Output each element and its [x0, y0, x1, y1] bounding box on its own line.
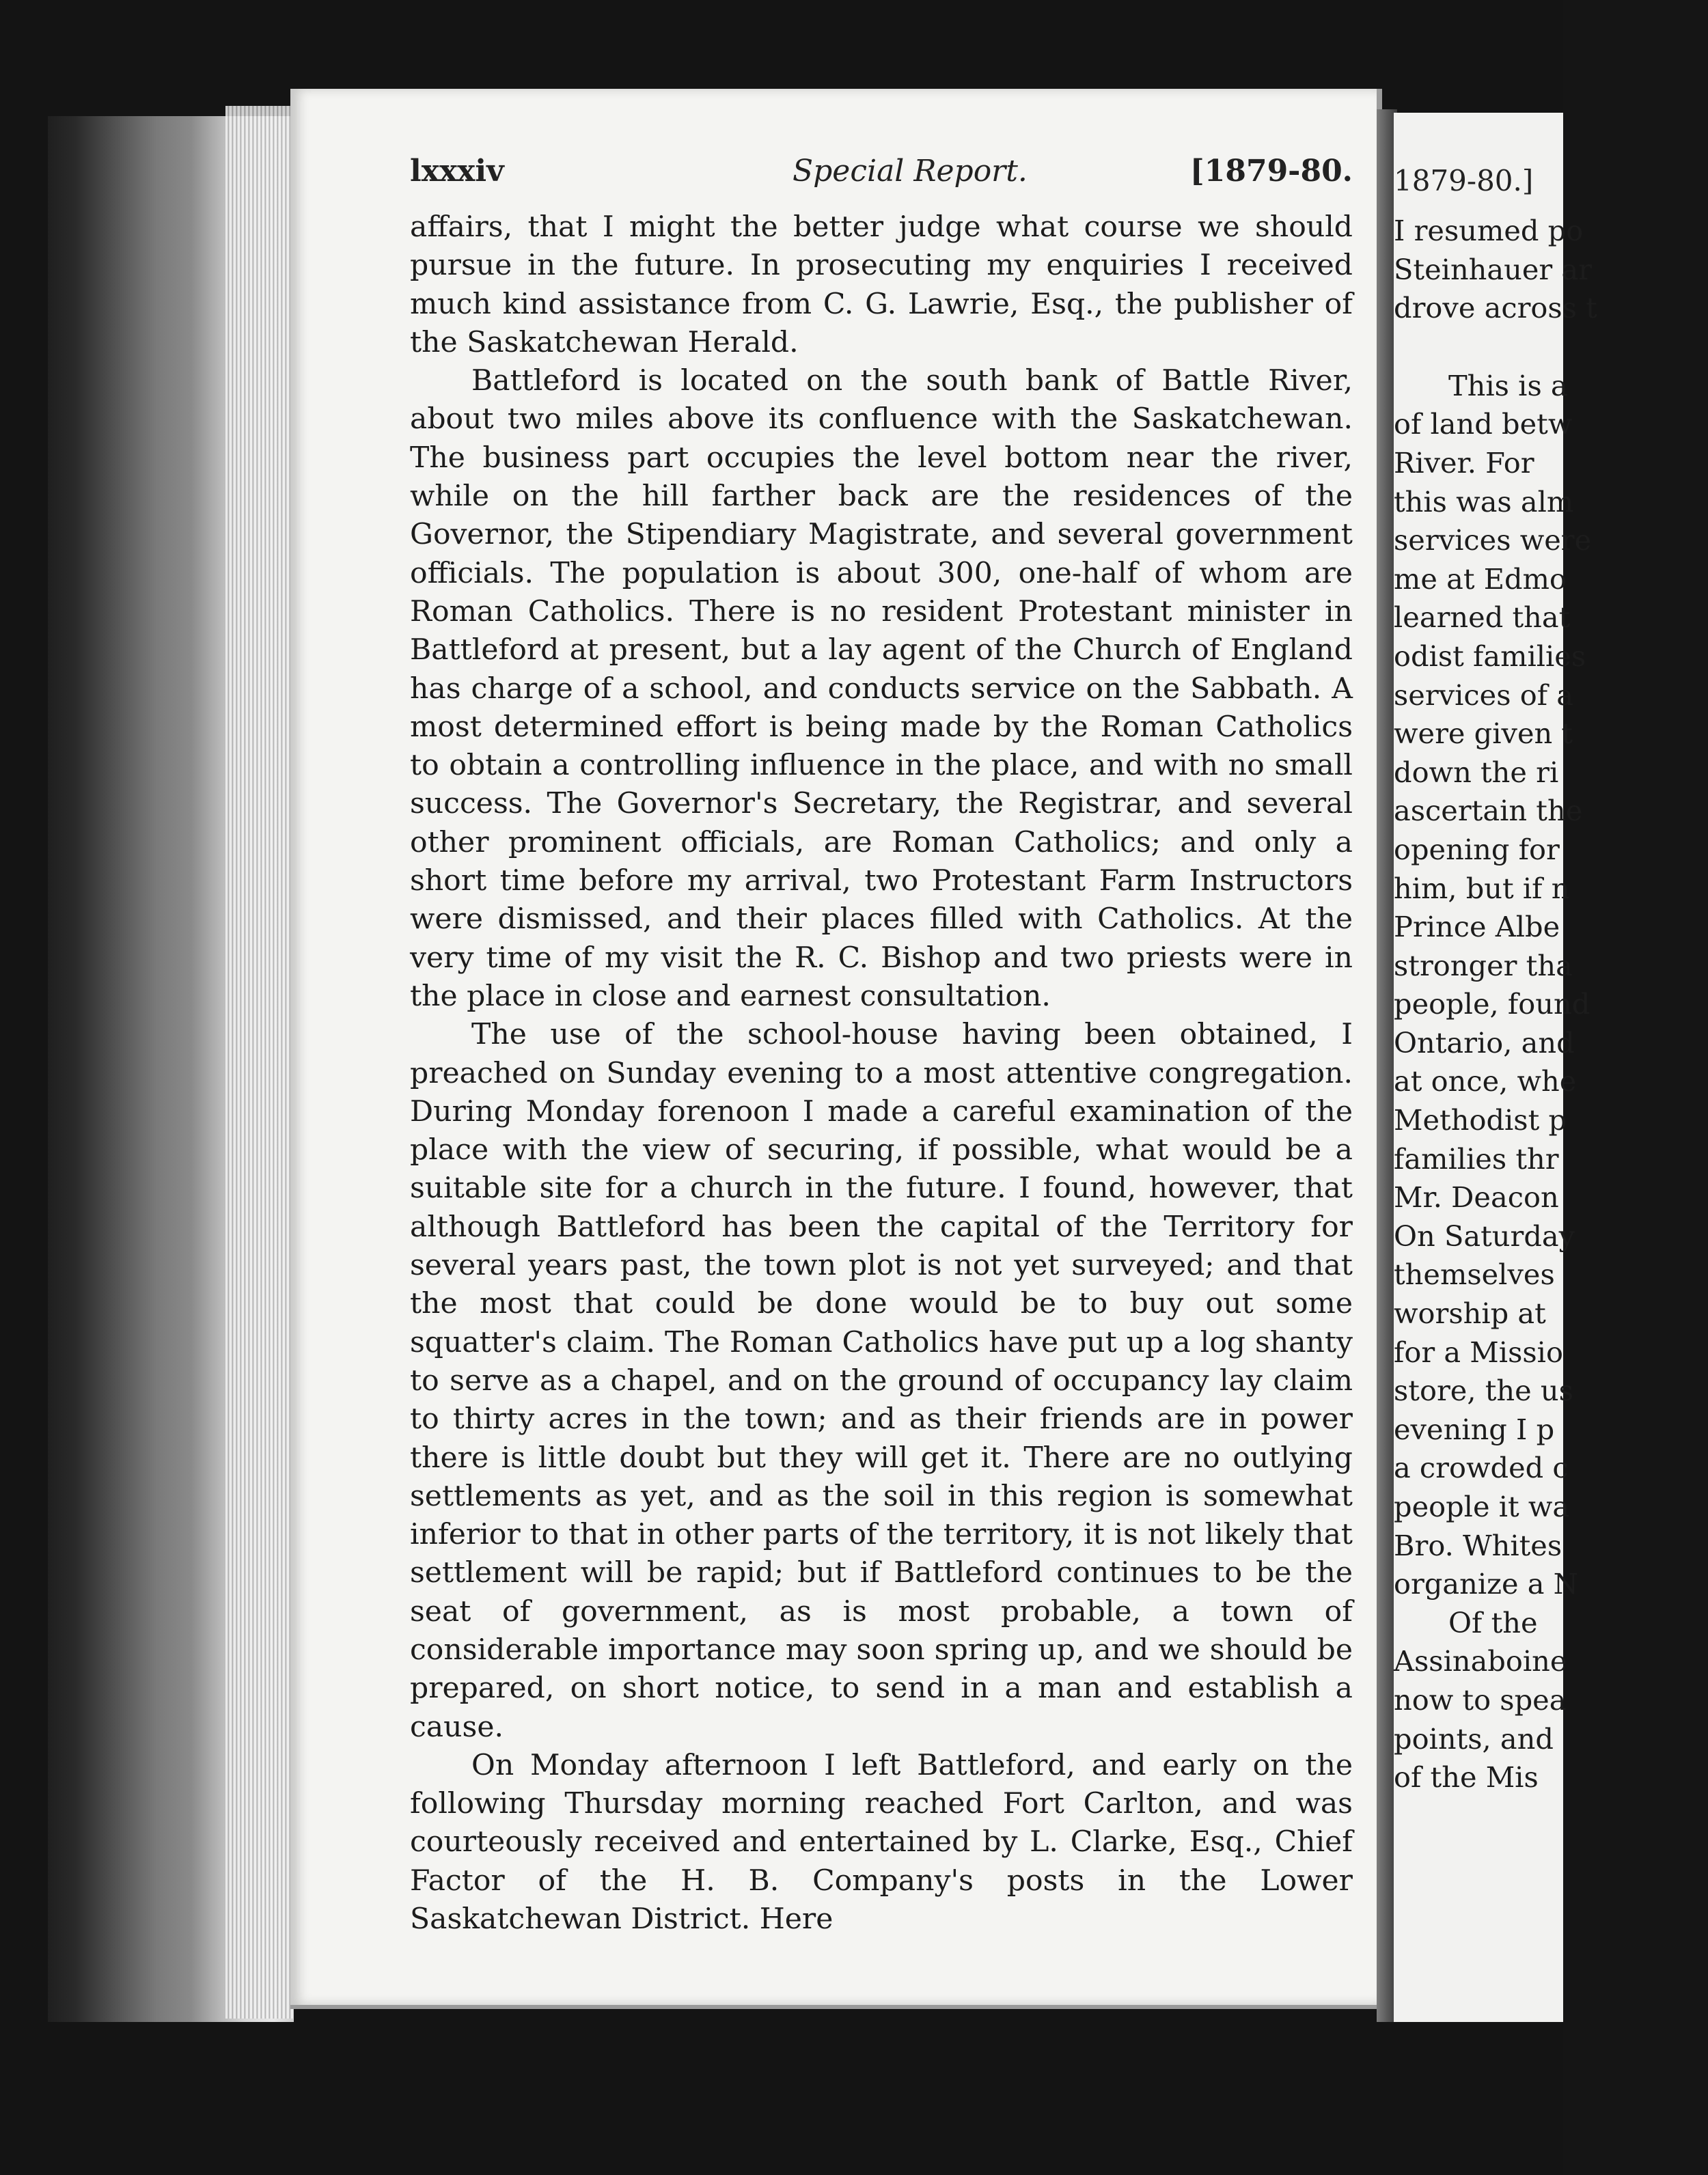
paragraph: Battleford is located on the south bank of Battle River, about two miles above its confluence with the Saskatchewan. The business part occupies the level bottom near the river, while on the hill farther back are the residences of the Governor, the Stipendiary Magistrate, and several government officials. The population is about 300, one-half of whom are Roman Catholics. There is no resident Protestant minister in Battleford at present, but a lay agent of the Church of England has charge of a school, and conducts service on the Sabbath. A most determined effort is being made by the Roman Catholics to obtain a controlling influence in the place, and with no small success. The Governor's Secretary, the Registrar, and several other prominent officials, are Roman Catholics; and only a short time before my arrival, two Protestant Farm Instructors were dismissed, and their places filled with Catholics. At the very time of my visit the R. C. Bishop and two priests were in the place in close and earnest consultation.: [410, 364, 1353, 1013]
right-page-line: [1394, 328, 1708, 367]
right-page-line: evening I p: [1394, 1412, 1555, 1446]
right-page-line: worship at: [1394, 1297, 1546, 1331]
paragraph: On Monday afternoon I left Battleford, and early on the following Thursday morning reached Fort Carlton, and was courteously received and entertained by L. Clarke, Esq., Chief Factor of the H. B. Company's posts in the Lower Saskatchewan District. Here: [410, 1748, 1353, 1937]
right-page-line: Bro. Whites: [1394, 1528, 1562, 1562]
right-page-line: Prince Albe: [1394, 910, 1560, 944]
right-page-line: stronger tha: [1394, 948, 1573, 982]
running-year: [1879-80.: [1189, 154, 1353, 189]
right-page-line: River. For: [1394, 445, 1534, 480]
right-page-line: Methodist p: [1394, 1103, 1567, 1137]
right-page-line: Of the: [1448, 1605, 1538, 1639]
right-page-line: ascertain the: [1394, 794, 1583, 828]
paragraph: affairs, that I might the better judge what course we should pursue in the future. In prosecuting my enquiries I received much kind assistance from C. G. Lawrie, Esq., the publisher of the Saskatchewan Herald.: [410, 210, 1353, 359]
right-page-line: families thr: [1394, 1141, 1559, 1176]
right-page-line: Assinaboine: [1394, 1644, 1567, 1678]
right-page-line: This is a: [1448, 368, 1568, 402]
right-page-line: store, the us: [1394, 1374, 1573, 1408]
paragraph: The use of the school-house having been obtained, I preached on Sunday evening to a most attentive congregation. During Monday forenoon I made a careful examination of the place with the view of securing, if possible, what would be a suitable site for a church in the future. I found, however, that although Battleford has been the capital of the Territory for several years past, the town plot is not yet surveyed; and that the most that could be done would be to buy out some squatter's claim. The Roman Catholics have put up a log shanty to serve as a chapel, and on the ground of occupancy lay claim to thirty acres in the town; and as their friends are in power there is little doubt but they will get it. There are no outlying settlements as yet, and as the soil in this region is somewhat inferior to that in other parts of the territory, it is not likely that settlement will be rapid; but if Battleford continues to be the seat of government, as is most probable, a town of considerable importance may soon spring up, and we should be prepared, on short notice, to send in a man and establish a cause.: [410, 1018, 1353, 1744]
right-page-line: Ontario, and: [1394, 1025, 1575, 1059]
right-page-content: [1394, 164, 1708, 1797]
right-page-line: were given t: [1394, 717, 1573, 751]
right-page-line: people, found: [1394, 987, 1590, 1021]
right-page-line: services were: [1394, 523, 1592, 557]
running-title: Special Report.: [793, 154, 1028, 189]
right-running-head: 1879-80.]: [1394, 164, 1534, 197]
page-edges: [225, 106, 294, 2019]
right-page: [1394, 113, 1597, 2022]
right-page-line: drove across t: [1394, 291, 1597, 325]
right-page-line: down the ri: [1394, 755, 1559, 789]
right-page-line: opening for: [1394, 832, 1560, 866]
left-page: [290, 89, 1382, 2009]
running-head: [410, 154, 1353, 195]
right-page-lines: [1394, 212, 1708, 1797]
left-page-content: [410, 154, 1353, 1939]
right-page-line: I resumed po: [1394, 214, 1584, 247]
right-page-line: odist families: [1394, 639, 1586, 673]
right-page-line: now to spea: [1394, 1682, 1567, 1717]
right-page-line: themselves: [1394, 1258, 1555, 1292]
right-page-line: of land betw: [1394, 407, 1573, 441]
right-page-line: On Saturday: [1394, 1219, 1575, 1253]
right-page-line: people it wa: [1394, 1490, 1570, 1523]
right-page-line: this was alm: [1394, 484, 1574, 518]
body-text: [410, 208, 1353, 1939]
right-page-line: learned that: [1394, 600, 1571, 635]
right-page-line: organize a N: [1394, 1567, 1578, 1601]
right-page-line: points, and: [1394, 1721, 1554, 1756]
right-page-line: at once, whe: [1394, 1064, 1577, 1098]
right-page-line: for a Missio: [1394, 1335, 1563, 1369]
right-page-line: Steinhauer ar: [1394, 252, 1593, 286]
right-page-line: Mr. Deacon: [1394, 1180, 1559, 1215]
page-number: lxxxiv: [410, 154, 504, 189]
right-page-line: me at Edmo: [1394, 562, 1567, 596]
right-page-line: of the Mis: [1394, 1760, 1539, 1795]
right-page-line: him, but if n: [1394, 871, 1570, 905]
right-page-line: services of a: [1394, 678, 1573, 712]
right-page-line: a crowded c: [1394, 1451, 1569, 1485]
